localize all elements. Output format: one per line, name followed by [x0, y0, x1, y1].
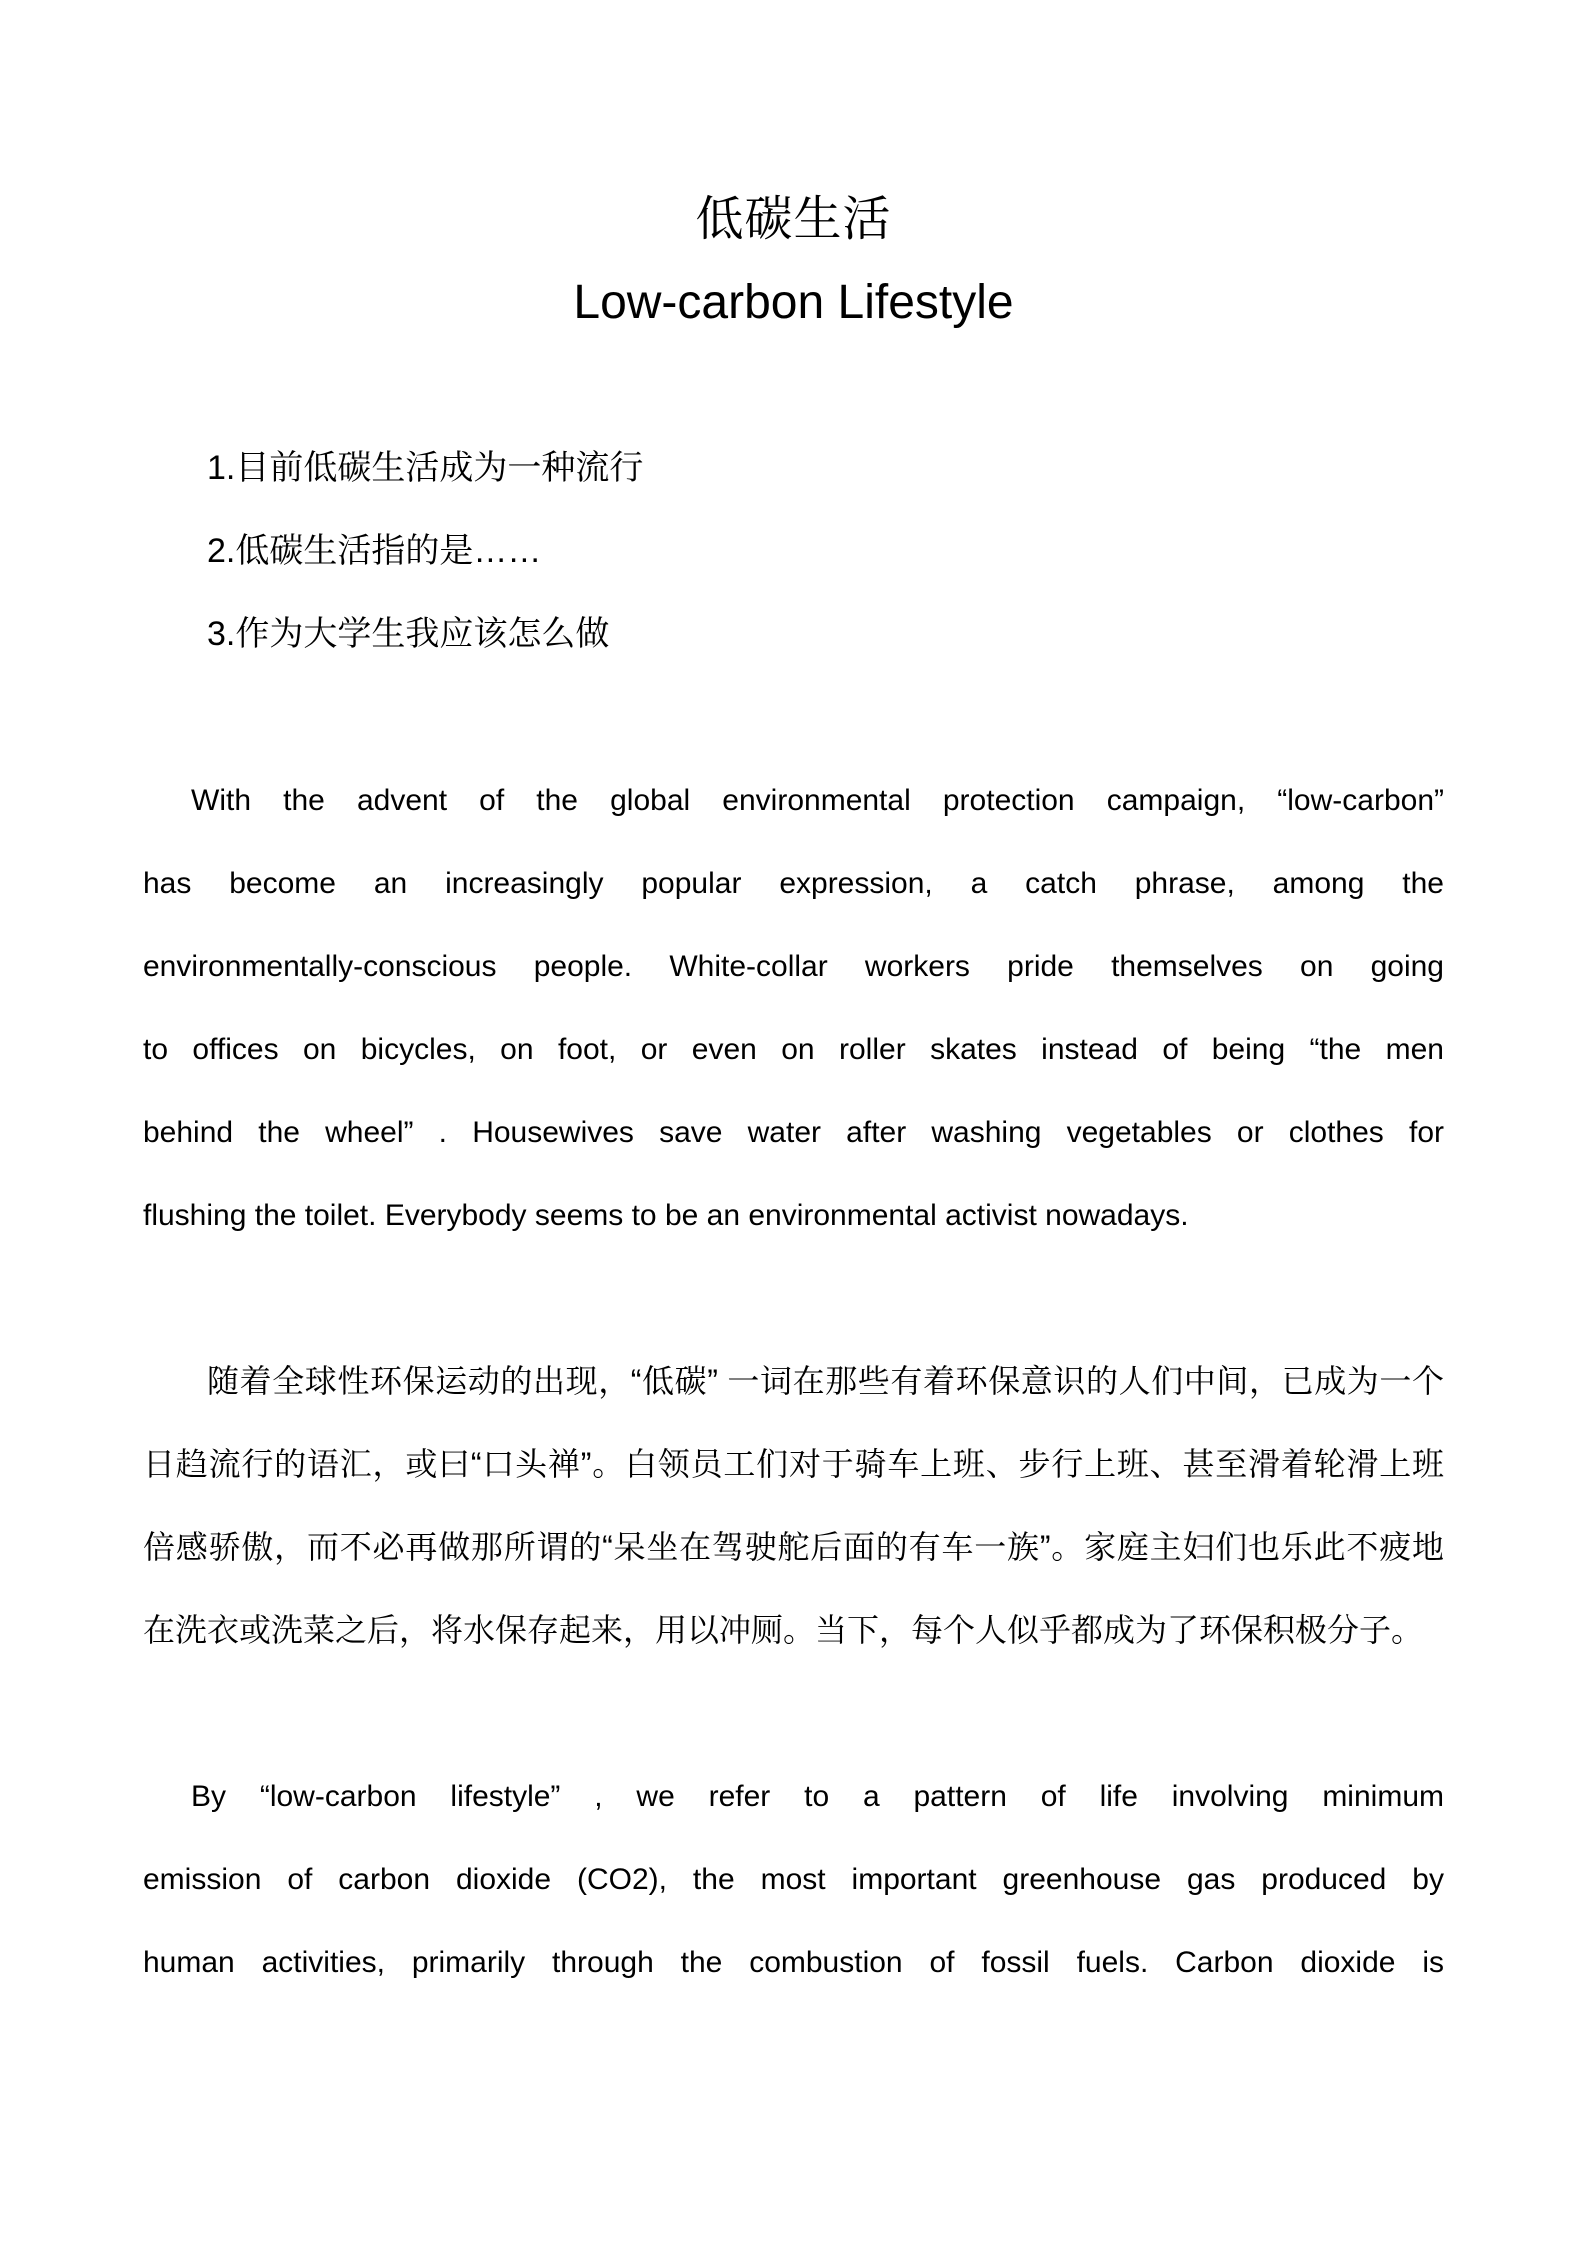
paragraph-line: has become an increasingly popular expression, a catch phrase, among the [143, 867, 1444, 900]
outline-item-2: 2.低碳生活指的是…… [207, 532, 542, 570]
paragraph-line: environmentally-conscious people. White-collar workers pride themselves on going [143, 950, 1444, 983]
paragraph-english-definition [143, 1755, 1444, 2004]
paragraph-line: By “low-carbon lifestyle” , we refer to a pattern of life involving minimum [191, 1780, 1444, 1813]
outline-item-1: 1.目前低碳生活成为一种流行 [207, 449, 644, 487]
paragraph-line: With the advent of the global environmental protection campaign, “low-carbon” [191, 784, 1444, 817]
paragraph-line: flushing the toilet. Everybody seems to be an environmental activist nowadays. [143, 1199, 1189, 1232]
paragraph-line: 在洗衣或洗菜之后，将水保存起来，用以冲厕。当下，每个人似乎都成为了环保积极分子。 [143, 1612, 1424, 1648]
paragraph-line: 日趋流行的语汇，或曰“口头禅”。白领员工们对于骑车上班、步行上班、甚至滑着轮滑上班 [143, 1446, 1444, 1482]
paragraph-line: 倍感骄傲，而不必再做那所谓的“呆坐在驾驶舵后面的有车一族”。家庭主妇们也乐此不疲地 [143, 1529, 1444, 1565]
paragraph-chinese-translation [143, 1340, 1444, 1672]
paragraph-english-intro [143, 759, 1444, 1257]
outline-item-3: 3.作为大学生我应该怎么做 [207, 615, 610, 653]
outline-list [207, 427, 1444, 676]
paragraph-line: to offices on bicycles, on foot, or even on roller skates instead of being “the men [143, 1033, 1444, 1066]
paragraph-line: emission of carbon dioxide (CO2), the most important greenhouse gas produced by [143, 1863, 1444, 1896]
paragraph-line: 随着全球性环保运动的出现，“低碳” 一词在那些有着环保意识的人们中间，已成为一个 [207, 1363, 1444, 1399]
paragraph-line: behind the wheel” . Housewives save water after washing vegetables or clothes for [143, 1116, 1444, 1149]
page-title-english: Low-carbon Lifestyle [573, 276, 1014, 329]
page-title-chinese: 低碳生活 [695, 193, 892, 246]
paragraph-line: human activities, primarily through the combustion of fossil fuels. Carbon dioxide is [143, 1946, 1444, 1979]
